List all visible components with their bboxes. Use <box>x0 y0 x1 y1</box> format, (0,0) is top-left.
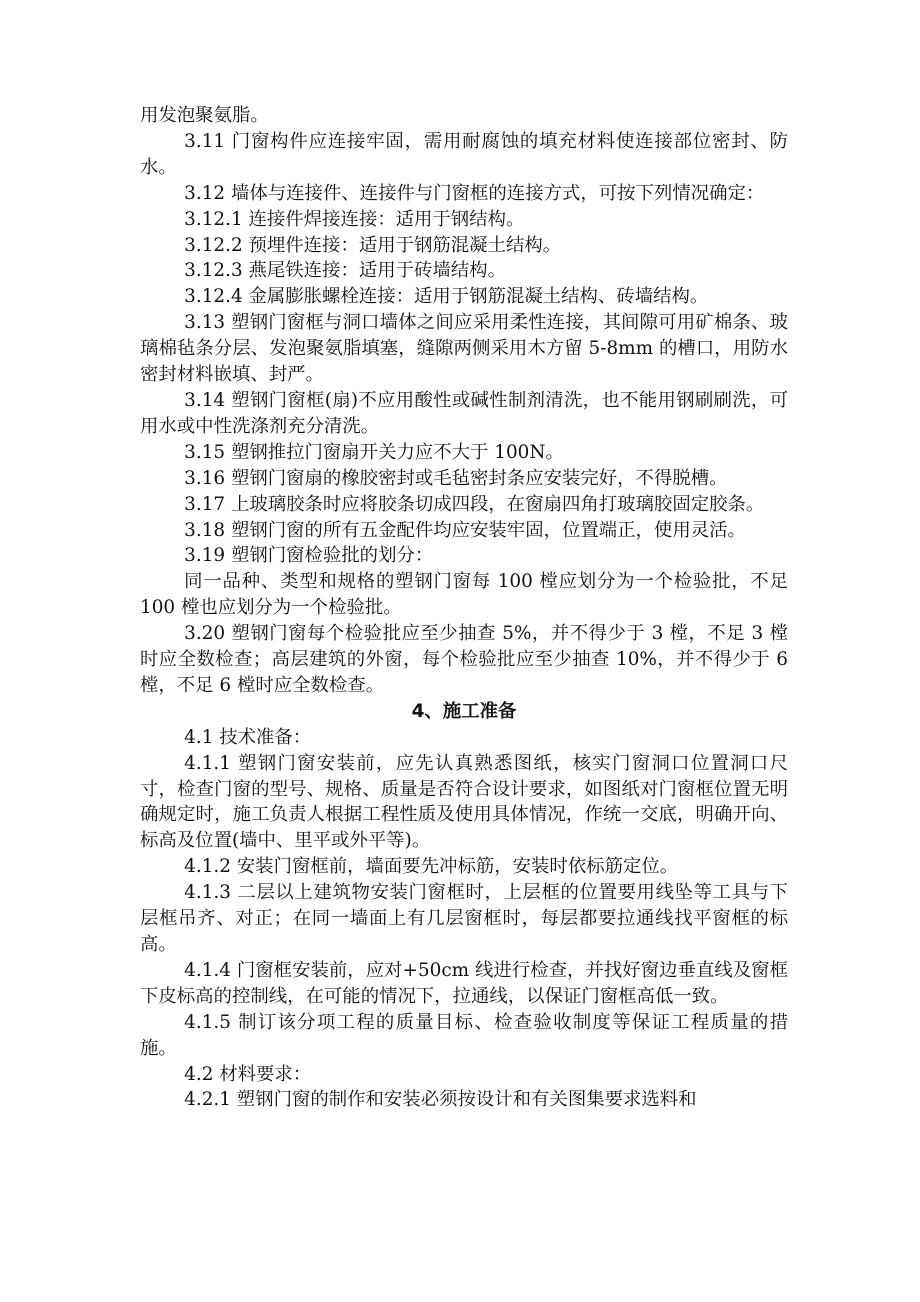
paragraph-3-19: 3.19 塑钢门窗检验批的划分： <box>184 545 434 567</box>
paragraph-4-1-5: 4.1.5 制订该分项工程的质量目标、检查验收制度等保证工程质量的措施。 <box>140 1011 788 1059</box>
paragraph-4-2-1: 4.2.1 塑钢门窗的制作和安装必须按设计和有关图集要求选料和 <box>184 1089 697 1111</box>
paragraph-3-20: 3.20 塑钢门窗每个检验批应至少抽查 5%，并不得少于 3 樘，不足 3 樘时应全数检查；高层建筑的外窗，每个检验批应至少抽查 10%，并不得少于 6 樘，不足 6 樘时应全数检查。 <box>140 623 788 696</box>
paragraph-continuation: 用发泡聚氨脂。 <box>140 105 269 126</box>
paragraph-3-12-1: 3.12.1 连接件焊接连接：适用于钢结构。 <box>184 208 525 230</box>
paragraph-3-17: 3.17 上玻璃胶条时应将胶条切成四段，在窗扇四角打玻璃胶固定胶条。 <box>184 493 765 515</box>
paragraph-3-18: 3.18 塑钢门窗的所有五金配件均应安装牢固，位置端正，使用灵活。 <box>184 519 746 541</box>
paragraph-3-11: 3.11 门窗构件应连接牢固，需用耐腐蚀的填充材料使连接部位密封、防水。 <box>140 130 788 178</box>
paragraph-4-2: 4.2 材料要求： <box>184 1063 312 1085</box>
paragraph-3-12-3: 3.12.3 燕尾铁连接：适用于砖墙结构。 <box>184 260 506 282</box>
paragraph-3-15: 3.15 塑钢推拉门窗扇开关力应不大于 100N。 <box>184 441 564 463</box>
section-heading: 4、施工准备 <box>411 700 517 722</box>
paragraph-4-1-1: 4.1.1 塑钢门窗安装前，应先认真熟悉图纸，核实门窗洞口位置洞口尺寸，检查门窗的型号、规格、质量是否符合设计要求，如图纸对门窗框位置无明确规定时，施工负责人根据工程性质及使用具体情况，作统一交底，明确开向、标高及位置(墙中、里平或外平等)。 <box>140 752 788 852</box>
paragraph-4-1-4: 4.1.4 门窗框安装前，应对+50cm 线进行检查，并找好窗边垂直线及窗框下皮标高的控制线，在可能的情况下，拉通线，以保证门窗框高低一致。 <box>140 959 788 1007</box>
paragraph-3-16: 3.16 塑钢门窗扇的橡胶密封或毛毡密封条应安装完好，不得脱槽。 <box>184 467 728 489</box>
paragraph-3-12-4: 3.12.4 金属膨胀螺栓连接：适用于钢筋混凝土结构、砖墙结构。 <box>184 286 709 308</box>
paragraph-3-14: 3.14 塑钢门窗框(扇)不应用酸性或碱性制剂清洗，也不能用钢刷刷洗，可用水或中性洗涤剂充分清洗。 <box>140 389 788 437</box>
document-page <box>140 103 788 1113</box>
paragraph-3-12: 3.12 墙体与连接件、连接件与门窗框的连接方式，可按下列情况确定： <box>184 182 765 204</box>
paragraph-3-13: 3.13 塑钢门窗框与洞口墙体之间应采用柔性连接，其间隙可用矿棉条、玻璃棉毡条分层、发泡聚氨脂填塞，缝隙两侧采用木方留 5-8mm 的槽口，用防水密封材料嵌填、封严。 <box>140 312 788 386</box>
paragraph-4-1-3: 4.1.3 二层以上建筑物安装门窗框时，上层框的位置要用线坠等工具与下层框吊齐、对正；在同一墙面上有几层窗框时，每层都要拉通线找平窗框的标高。 <box>140 882 788 955</box>
paragraph-4-1-2: 4.1.2 安装门窗框前，墙面要先冲标筋，安装时依标筋定位。 <box>184 856 679 878</box>
paragraph-4-1: 4.1 技术准备： <box>184 726 312 748</box>
paragraph-3-19-body: 同一品种、类型和规格的塑钢门窗每 100 樘应划分为一个检验批，不足 100 樘也应划分为一个检验批。 <box>140 571 788 619</box>
paragraph-3-12-2: 3.12.2 预埋件连接：适用于钢筋混凝土结构。 <box>184 234 562 256</box>
